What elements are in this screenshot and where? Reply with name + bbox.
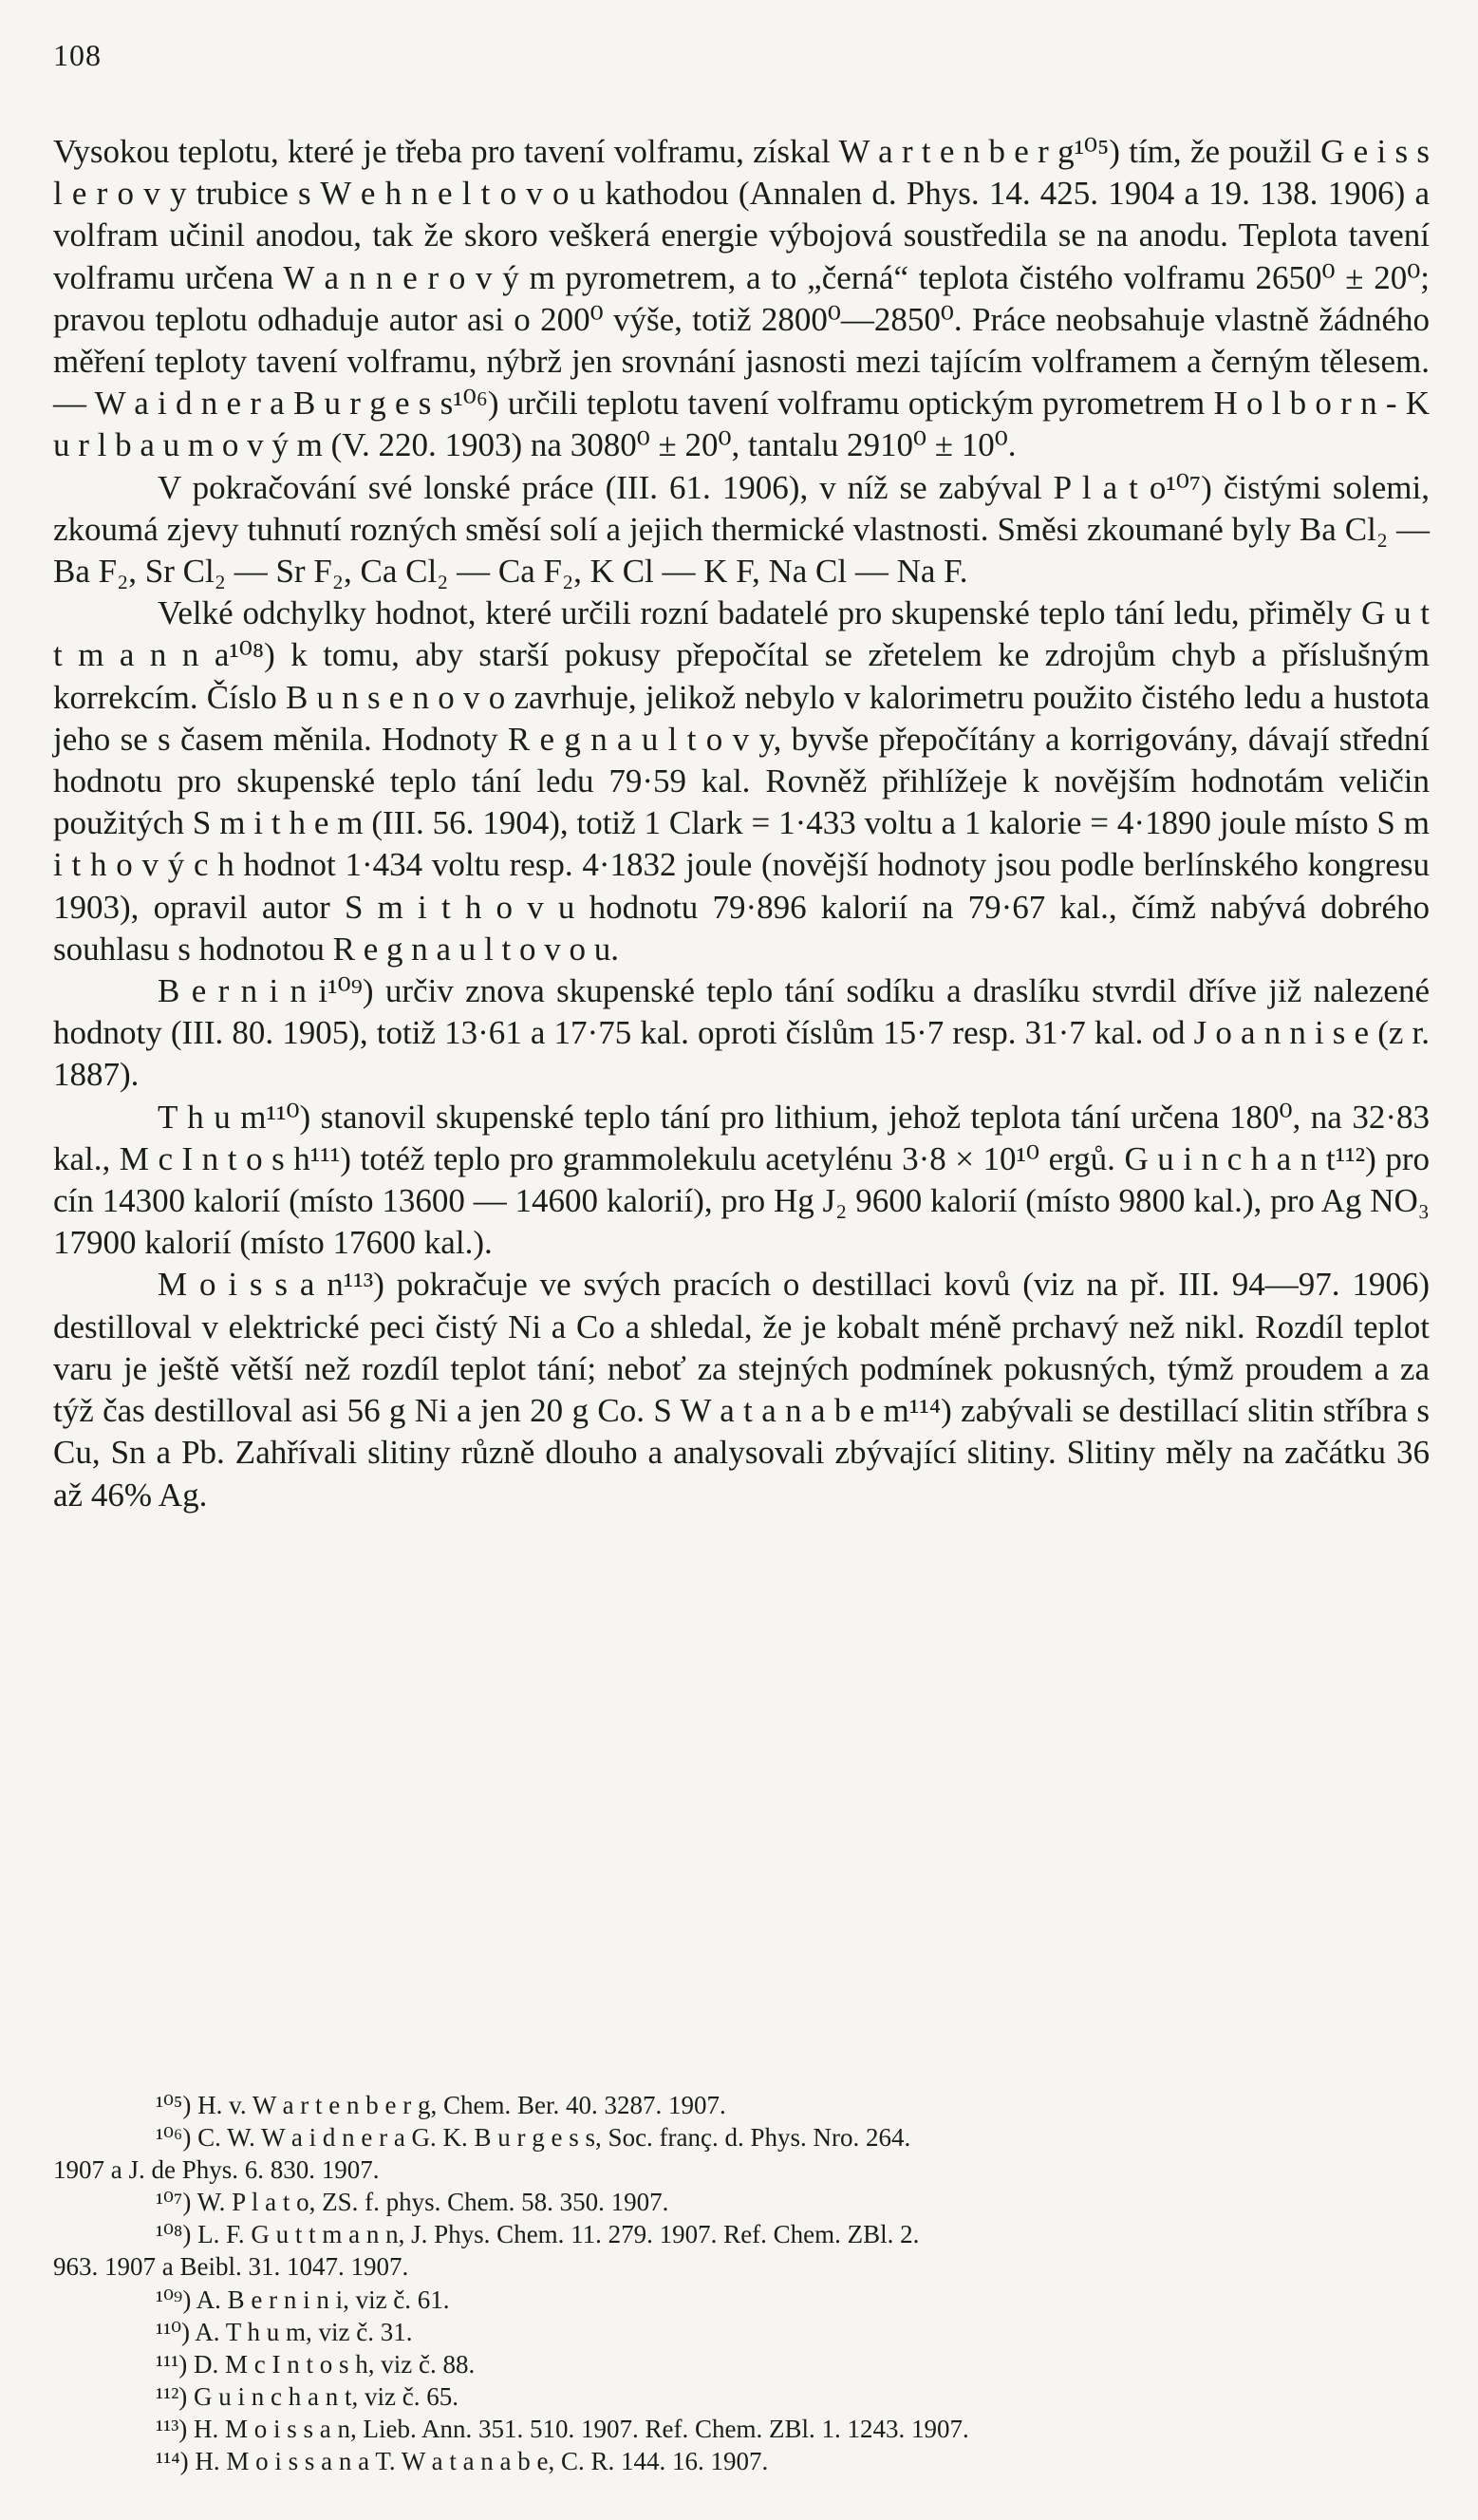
footnote-108-continued: 963. 1907 a Beibl. 31. 1047. 1907.	[53, 2252, 409, 2282]
footnote-107: ¹⁰⁷) W. P l a t o, ZS. f. phys. Chem. 58. 350. 1907.	[156, 2188, 669, 2217]
footnotes	[53, 2089, 1430, 2477]
footnote-108: ¹⁰⁸) L. F. G u t t m a n n, J. Phys. Chem. 11. 279. 1907. Ref. Chem. ZBl. 2.	[156, 2220, 920, 2249]
paragraph-tungsten: Vysokou teplotu, které je třeba pro tavení volframu, získal W a r t e n b e r g¹⁰⁵) tím, že použil G e i s s l e r o v y trubice s W e h n e l t o v o u kathodou (Annalen d. Phys. 14. 425. 1904 a 19. 138. 1906) a volfram učinil anodou, tak že skoro veškerá energie výbojová soustředila se na anodu. Teplota tavení volframu určena W a n n e r o v ý m pyrometrem, a to „černá“ teplota čistého volframu 2650⁰ ± 20⁰; pravou teplotu odhaduje autor asi o 200⁰ výše, totiž 2800⁰—2850⁰. Práce neobsahuje vlastně žádného měření teploty tavení volframu, nýbrž jen srovnání jasnosti mezi tajícím volframem a černým tělesem. — W a i d n e r a B u r g e s s¹⁰⁶) určili teplotu tavení volframu optickým pyrometrem H o l b o r n - K u r l b a u m o v ý m (V. 220. 1903) na 3080⁰ ± 20⁰, tantalu 2910⁰ ± 10⁰.	[53, 133, 1430, 464]
body-text	[53, 131, 1430, 1516]
paragraph-bernini: B e r n i n i¹⁰⁹) určiv znova skupenské teplo tání sodíku a draslíku stvrdil dříve již nalezené hodnoty (III. 80. 1905), totiž 13·61 a 17·75 kal. oproti číslům 15·7 resp. 31·7 kal. od J o a n n i s e (z r. 1887).	[53, 972, 1430, 1094]
footnote-113: ¹¹³) H. M o i s s a n, Lieb. Ann. 351. 510. 1907. Ref. Chem. ZBl. 1. 1243. 1907.	[156, 2414, 969, 2443]
footnote-106: ¹⁰⁶) C. W. W a i d n e r a G. K. B u r g e s s, Soc. franç. d. Phys. Nro. 264.	[156, 2123, 911, 2153]
paragraph-plato: V pokračování své lonské práce (III. 61. 1906), v níž se zabýval P l a t o¹⁰⁷) čistými solemi, zkoumá zjevy tuhnutí rozných směsí solí a jejich thermické vlastnosti. Směsi zkoumané byly Ba Cl₂ — Ba F₂, Sr Cl₂ — Sr F₂, Ca Cl₂ — Ca F₂, K Cl — K F, Na Cl — Na F.	[53, 468, 1430, 591]
paragraph-ice-latent-heat: Velké odchylky hodnot, které určili rozní badatelé pro skupenské teplo tání ledu, přiměly G u t t m a n n a¹⁰⁸) k tomu, aby starší pokusy přepočítal se zřetelem ke zdrojům chyb a příslušným korrekcím. Číslo B u n s e n o v o zavrhuje, jelikož nebylo v kalorimetru použito čistého ledu a hustota jeho se s časem měnila. Hodnoty R e g n a u l t o v y, byvše přepočítány a korrigovány, dávají střední hodnotu pro skupenské teplo tání ledu 79·59 kal. Rovněž přihlížeje k novějším hodnotám veličin použitých S m i t h e m (III. 56. 1904), totiž 1 Clark = 1·433 voltu a 1 kalorie = 4·1890 joule místo S m i t h o v ý c h hodnot 1·434 voltu resp. 4·1832 joule (novější hodnoty jsou podle berlínského kongresu 1903), opravil autor S m i t h o v u hodnotu 79·896 kalorií na 79·67 kal., čímž nabývá dobrého souhlasu s hodnotou R e g n a u l t o v o u.	[53, 594, 1430, 968]
paragraph-thum: T h u m¹¹⁰) stanovil skupenské teplo tání pro lithium, jehož teplota tání určena 180⁰, na 32·83 kal., M c I n t o s h¹¹¹) totéž teplo pro grammolekulu acetylénu 3·8 × 10¹⁰ ergů. G u i n c h a n t¹¹²) pro cín 14300 kalorií (místo 13600 — 14600 kalorií), pro Hg J₂ 9600 kalorií (místo 9800 kal.), pro Ag NO₃ 17900 kalorií (místo 17600 kal.).	[53, 1098, 1430, 1262]
footnote-109: ¹⁰⁹) A. B e r n i n i, viz č. 61.	[156, 2285, 450, 2314]
footnote-110: ¹¹⁰) A. T h u m, viz č. 31.	[156, 2317, 413, 2346]
footnote-105: ¹⁰⁵) H. v. W a r t e n b e r g, Chem. Ber. 40. 3287. 1907.	[156, 2091, 726, 2119]
page-number: 108	[53, 38, 102, 72]
footnote-111: ¹¹¹) D. M c I n t o s h, viz č. 88.	[156, 2349, 476, 2379]
footnote-106-continued: 1907 a J. de Phys. 6. 830. 1907.	[53, 2155, 380, 2185]
footnote-112: ¹¹²) G u i n c h a n t, viz č. 65.	[156, 2381, 458, 2411]
paragraph-moissan: M o i s s a n¹¹³) pokračuje ve svých pracích o destillaci kovů (viz na př. III. 94—97. 1906) destilloval v elektrické peci čistý Ni a Co a shledal, že je kobalt méně prchavý než nikl. Rozdíl teplot varu je ještě větší než rozdíl teplot tání; neboť za stejných podmínek pokusných, týmž proudem a za týž čas destilloval asi 56 g Ni a jen 20 g Co. S W a t a n a b e m¹¹⁴) zabývali se destillací slitin stříbra s Cu, Sn a Pb. Zahřívali slitiny různě dlouho a analysovali zbývající slitiny. Slitiny měly na začátku 36 až 46% Ag.	[53, 1266, 1430, 1514]
footnote-114: ¹¹⁴) H. M o i s s a n a T. W a t a n a b e, C. R. 144. 16. 1907.	[156, 2447, 769, 2476]
